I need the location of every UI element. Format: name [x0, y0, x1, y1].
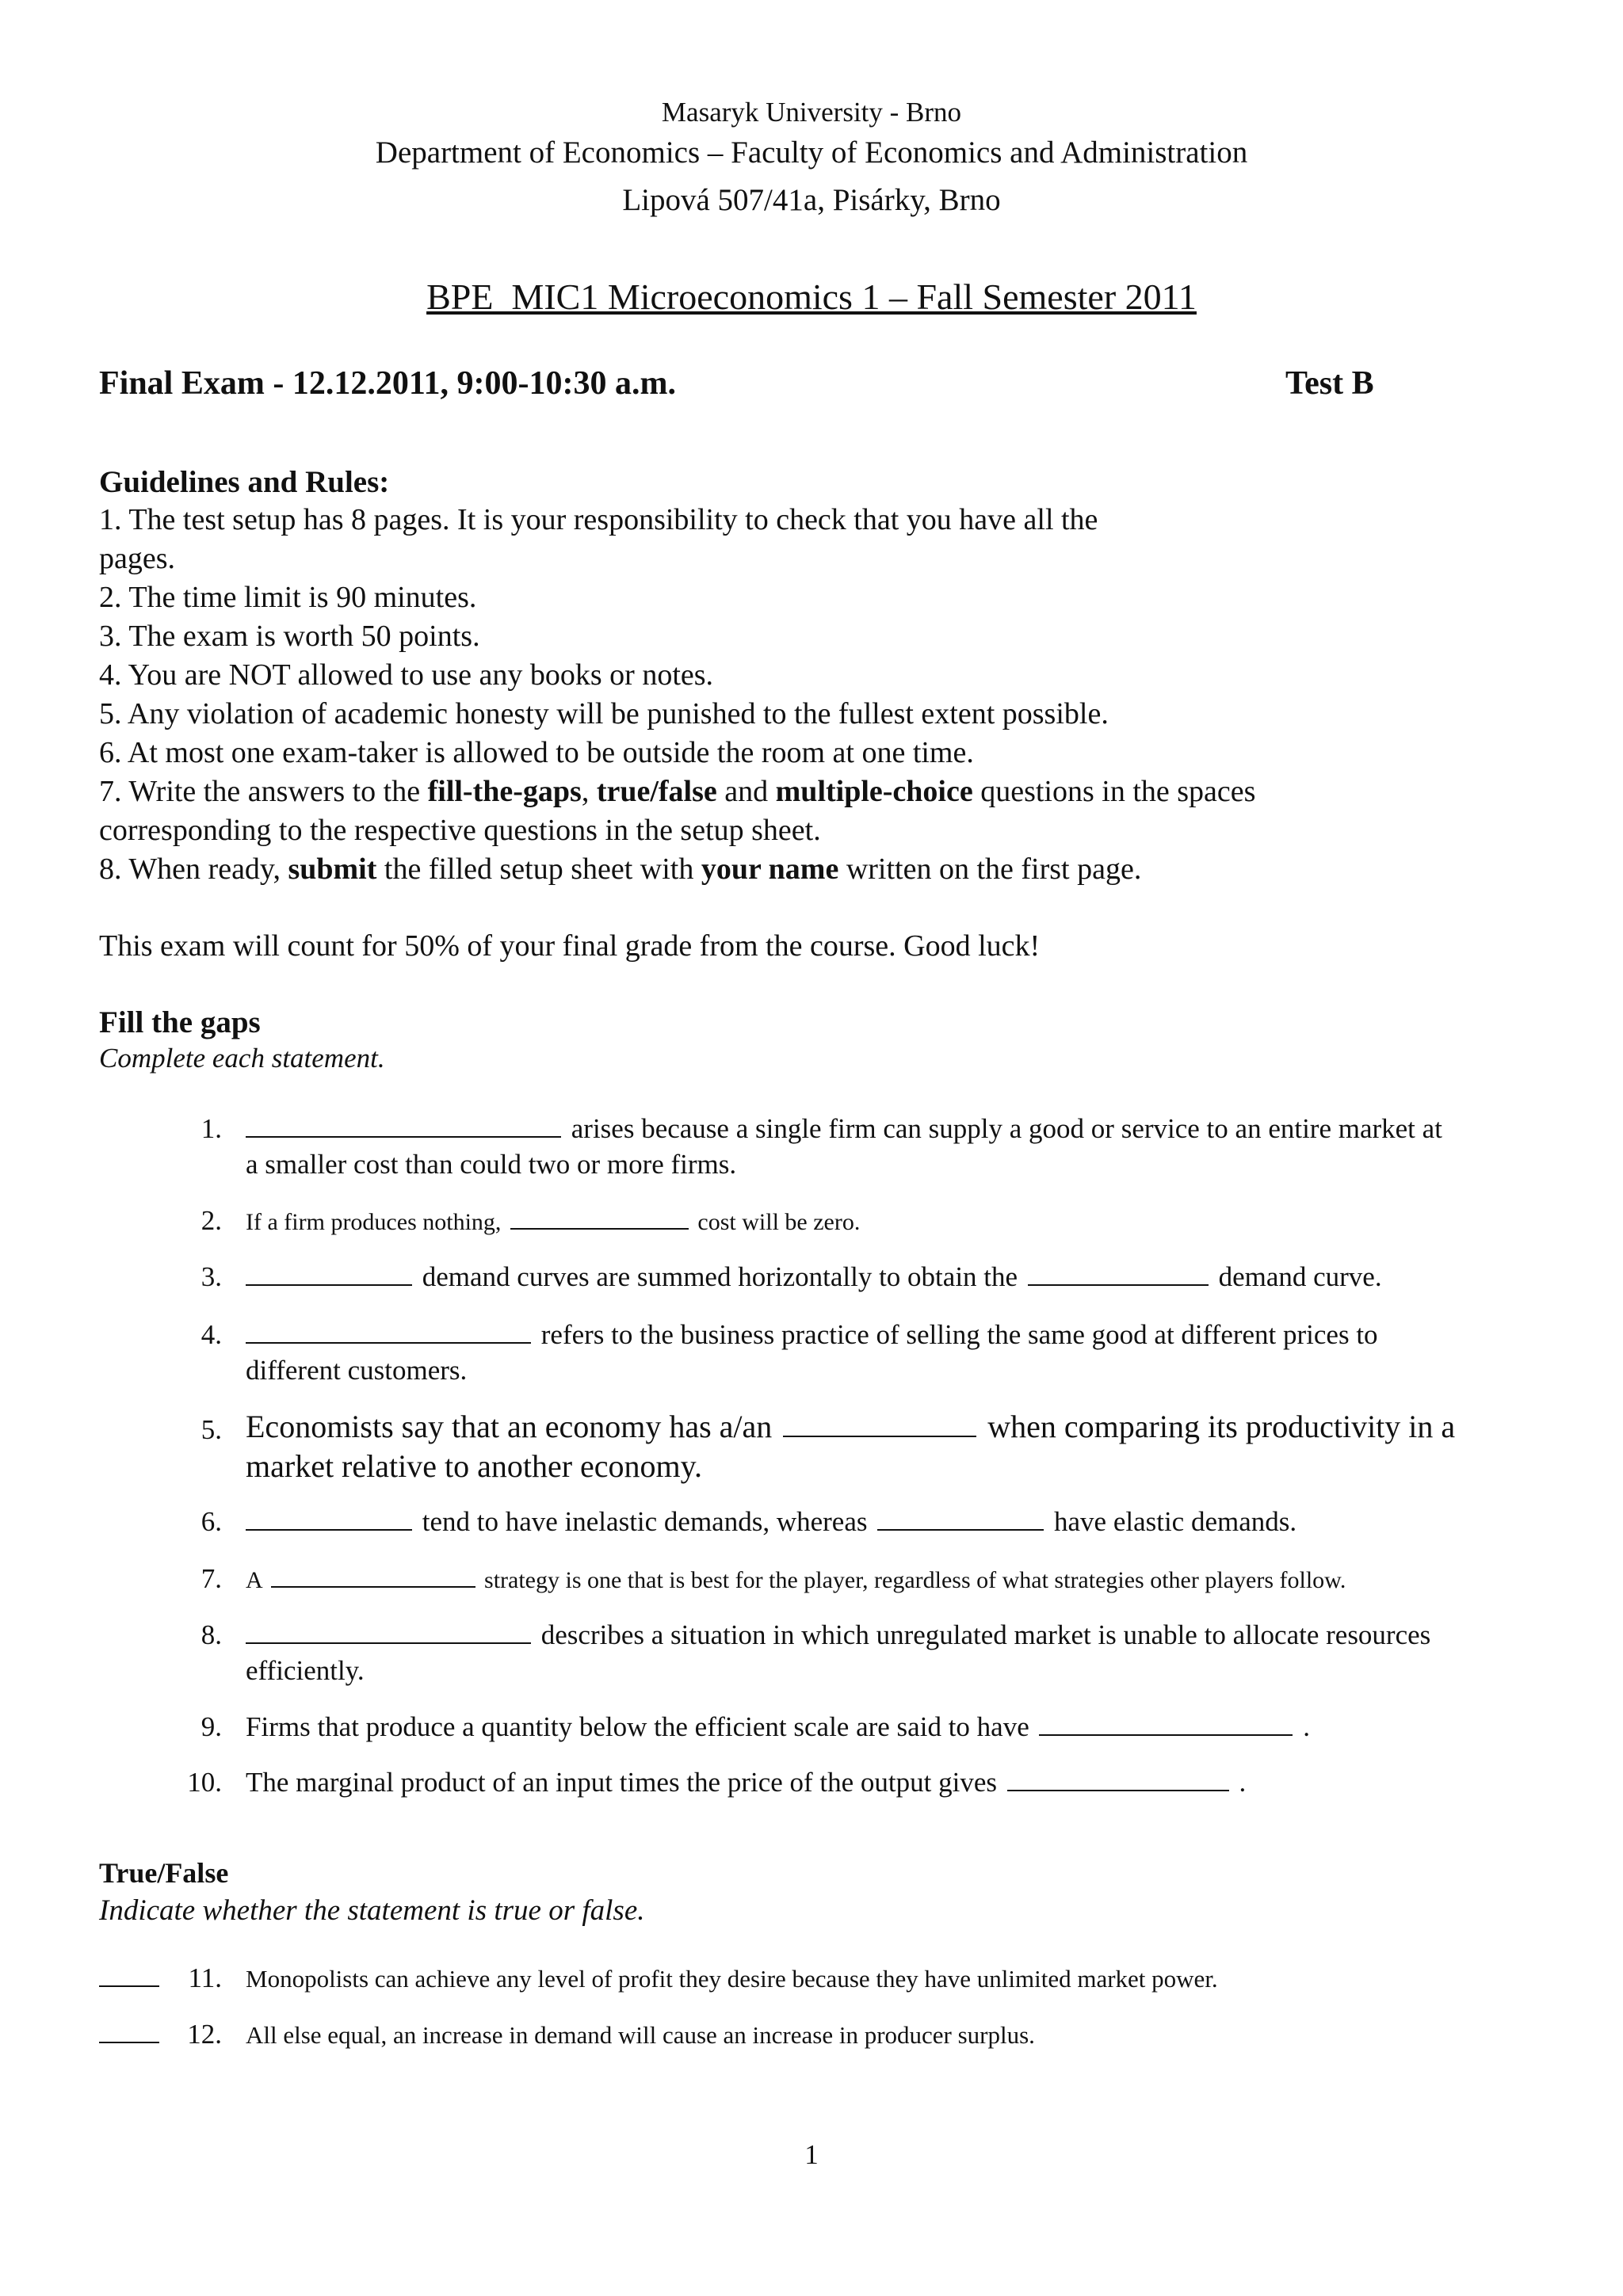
rule-6: 6. At most one exam-taker is allowed to be outside the room at one time. — [99, 736, 974, 769]
page-number: 1 — [804, 2139, 819, 2170]
answer-blank[interactable] — [246, 1318, 531, 1344]
question-3-tail: demand curve. — [1211, 1261, 1382, 1292]
rule-7-and: and — [716, 775, 776, 808]
answer-blank[interactable] — [246, 1505, 412, 1531]
question-9-tail: . — [1296, 1711, 1310, 1742]
rule-8-tail: written on the first page. — [838, 852, 1142, 886]
rule-7-cont: corresponding to the respective questions in the setup sheet. — [99, 814, 821, 847]
question-1-text: arises because a single firm can supply a good or service to an entire market at — [564, 1113, 1442, 1144]
rule-8 — [99, 850, 1141, 888]
question-7-tail: strategy is one that is best for the player, regardless of what strategies other players follow. — [478, 1567, 1346, 1593]
rule-4: 4. You are NOT allowed to use any books or notes. — [99, 658, 714, 692]
rule-7-tail: questions in the spaces — [972, 775, 1256, 808]
question-5 — [246, 1408, 1455, 1445]
question-4-text: refers to the business practice of selling the same good at different prices to — [534, 1319, 1378, 1350]
rule-7-sep: , — [581, 775, 597, 808]
exam-note: This exam will count for 50% of your final grade from the course. Good luck! — [99, 929, 1041, 963]
true-false-heading: True/False — [99, 1857, 229, 1889]
rule-2: 2. The time limit is 90 minutes. — [99, 581, 477, 614]
question-6 — [246, 1505, 1296, 1538]
question-8-cont: efficiently. — [246, 1655, 365, 1686]
question-9 — [246, 1711, 1310, 1743]
rule-8-your-name: your name — [701, 852, 839, 886]
rule-7 — [99, 772, 1255, 810]
question-number: 1. — [200, 1113, 222, 1144]
rule-7-true-false: true/false — [596, 775, 717, 808]
question-6-text: tend to have inelastic demands, whereas — [415, 1506, 875, 1537]
question-7-text: A — [246, 1567, 268, 1593]
answer-blank[interactable] — [1007, 1766, 1229, 1791]
rule-7-fill-the-gaps: fill-the-gaps — [427, 775, 582, 808]
university-name: Masaryk University - Brno — [661, 97, 962, 128]
question-2-text: If a firm produces nothing, — [246, 1209, 507, 1235]
question-5-tail: when comparing its productivity in a — [980, 1409, 1456, 1444]
question-number: 5. — [200, 1414, 222, 1445]
question-5-text: Economists say that an economy has a/an — [246, 1409, 781, 1444]
true-false-instruction: Indicate whether the statement is true or false. — [99, 1894, 645, 1927]
answer-blank[interactable] — [271, 1566, 475, 1588]
rule-8-text: 8. When ready, — [99, 852, 288, 886]
question-6-tail: have elastic demands. — [1047, 1506, 1297, 1537]
answer-blank[interactable] — [783, 1409, 976, 1437]
rule-8-submit: submit — [288, 852, 377, 886]
question-8-text: describes a situation in which unregulated market is unable to allocate resources — [534, 1619, 1431, 1650]
answer-blank[interactable] — [246, 1619, 531, 1644]
question-10 — [246, 1766, 1246, 1798]
question-4-cont: different customers. — [246, 1355, 468, 1386]
question-number: 8. — [200, 1619, 222, 1650]
question-number: 2. — [200, 1205, 222, 1236]
question-1-cont: a smaller cost than could two or more firms. — [246, 1149, 737, 1180]
question-number: 7. — [200, 1563, 222, 1594]
rule-1: 1. The test setup has 8 pages. It is your responsibility to check that you have all the — [99, 503, 1098, 536]
rule-8-mid: the filled setup sheet with — [376, 852, 701, 886]
test-variant: Test B — [1285, 365, 1374, 402]
question-10-text: The marginal product of an input times the price of the output gives — [246, 1767, 1004, 1798]
question-9-text: Firms that produce a quantity below the efficient scale are said to have — [246, 1711, 1037, 1742]
rule-3: 3. The exam is worth 50 points. — [99, 620, 480, 653]
exam-date-time: Final Exam - 12.12.2011, 9:00-10:30 a.m. — [99, 365, 676, 402]
question-8 — [246, 1619, 1430, 1651]
answer-blank[interactable] — [1028, 1261, 1209, 1286]
question-12: All else equal, an increase in demand will cause an increase in producer surplus. — [246, 2021, 1035, 2049]
answer-blank[interactable] — [246, 1112, 561, 1138]
question-number: 12. — [187, 2019, 222, 2050]
answer-blank[interactable] — [510, 1207, 689, 1230]
course-title: BPE_MIC1 Microeconomics 1 – Fall Semester 2011 — [426, 277, 1197, 317]
fill-gaps-heading: Fill the gaps — [99, 1005, 261, 1039]
rule-7-text: 7. Write the answers to the — [99, 775, 428, 808]
guidelines-heading: Guidelines and Rules: — [99, 465, 390, 499]
department-name: Department of Economics – Faculty of Economics and Administration — [375, 135, 1248, 170]
rule-1-cont: pages. — [99, 542, 176, 575]
question-2-tail: cost will be zero. — [691, 1209, 861, 1235]
rule-5: 5. Any violation of academic honesty will be punished to the fullest extent possible. — [99, 697, 1109, 730]
answer-blank[interactable] — [246, 1261, 412, 1286]
question-10-tail: . — [1232, 1767, 1247, 1798]
fill-gaps-instruction: Complete each statement. — [99, 1043, 385, 1074]
question-3-text: demand curves are summed horizontally to obtain the — [415, 1261, 1025, 1292]
question-1 — [246, 1112, 1442, 1145]
question-number: 3. — [200, 1261, 222, 1292]
question-7 — [246, 1566, 1346, 1594]
address: Lipová 507/41a, Pisárky, Brno — [622, 183, 1001, 217]
question-2 — [246, 1207, 860, 1236]
question-5-cont: market relative to another economy. — [246, 1448, 703, 1484]
question-number: 11. — [188, 1962, 222, 1993]
rule-7-multiple-choice: multiple-choice — [775, 775, 973, 808]
question-number: 9. — [200, 1711, 222, 1742]
question-11: Monopolists can achieve any level of profit they desire because they have unlimited market power. — [246, 1965, 1218, 1993]
question-4 — [246, 1318, 1378, 1351]
question-number: 10. — [187, 1767, 222, 1798]
question-number: 6. — [200, 1506, 222, 1537]
question-3 — [246, 1261, 1382, 1293]
question-number: 4. — [200, 1319, 222, 1350]
answer-blank[interactable] — [1039, 1711, 1293, 1736]
answer-blank[interactable] — [877, 1505, 1044, 1531]
